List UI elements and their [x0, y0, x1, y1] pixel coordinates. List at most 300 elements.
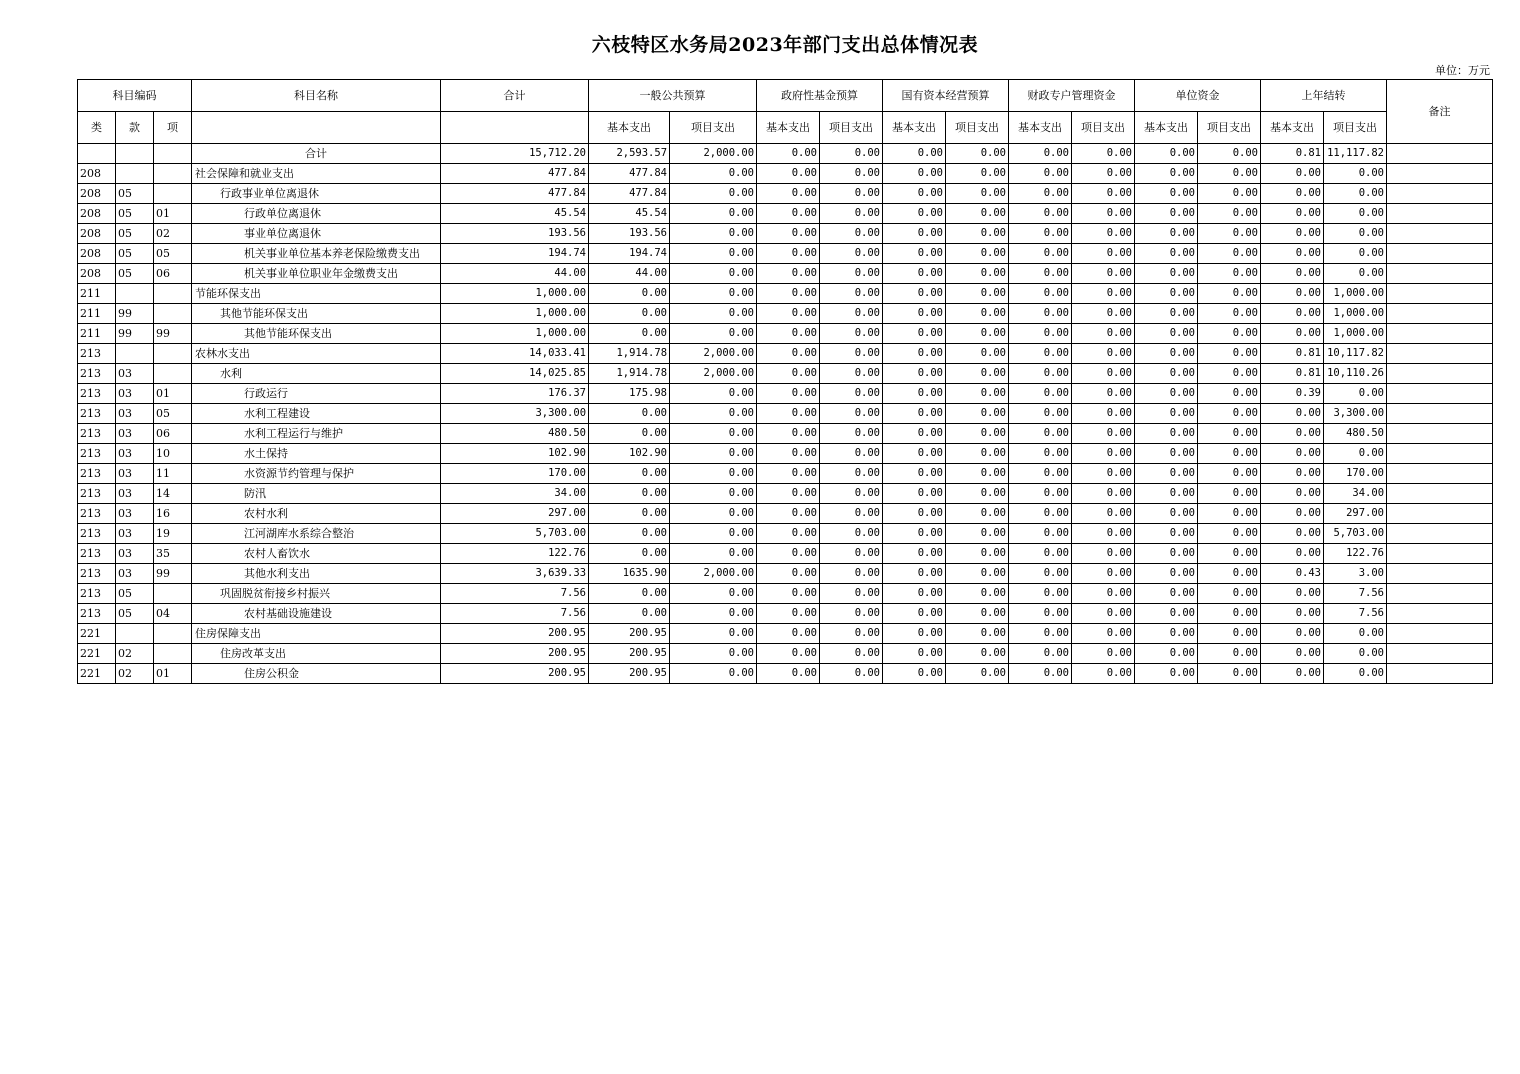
amount-cell: 0.00 — [1198, 464, 1261, 484]
header-lei: 类 — [78, 112, 116, 144]
amount-cell: 0.00 — [1261, 584, 1324, 604]
amount-cell: 0.00 — [820, 444, 883, 464]
amount-cell: 0.00 — [1261, 244, 1324, 264]
amount-cell: 0.00 — [1324, 644, 1387, 664]
code-kuan-cell: 03 — [116, 384, 154, 404]
amount-cell: 0.00 — [670, 504, 757, 524]
code-kuan-cell: 03 — [116, 424, 154, 444]
amount-cell: 0.00 — [1009, 524, 1072, 544]
code-xiang-cell: 04 — [154, 604, 192, 624]
amount-cell: 0.00 — [820, 284, 883, 304]
header-basic: 基本支出 — [1261, 112, 1324, 144]
amount-cell: 0.00 — [1009, 544, 1072, 564]
amount-cell: 0.00 — [820, 464, 883, 484]
unit-label: 单位：万元 — [1435, 64, 1490, 77]
amount-cell: 0.00 — [1072, 144, 1135, 164]
code-xiang-cell: 01 — [154, 384, 192, 404]
table-body — [78, 144, 1493, 684]
amount-cell: 0.00 — [820, 524, 883, 544]
amount-cell: 0.00 — [757, 204, 820, 224]
remark-cell — [1387, 564, 1493, 584]
amount-cell: 0.00 — [670, 544, 757, 564]
remark-cell — [1387, 604, 1493, 624]
amount-cell: 0.00 — [1072, 344, 1135, 364]
amount-cell: 0.00 — [1135, 544, 1198, 564]
amount-cell: 44.00 — [589, 264, 670, 284]
amount-cell: 0.00 — [670, 524, 757, 544]
subject-name-cell: 水资源节约管理与保护 — [192, 464, 441, 484]
amount-cell: 0.00 — [670, 464, 757, 484]
code-xiang-cell: 06 — [154, 264, 192, 284]
code-xiang-cell — [154, 364, 192, 384]
code-xiang-cell: 02 — [154, 224, 192, 244]
amount-cell: 0.00 — [1009, 264, 1072, 284]
code-lei-cell: 208 — [78, 224, 116, 244]
code-lei-cell: 213 — [78, 424, 116, 444]
code-kuan-cell: 05 — [116, 604, 154, 624]
remark-cell — [1387, 164, 1493, 184]
amount-cell: 194.74 — [589, 244, 670, 264]
amount-cell: 0.00 — [883, 564, 946, 584]
header-total: 合计 — [441, 80, 589, 112]
amount-cell: 0.00 — [757, 624, 820, 644]
header-group: 上年结转 — [1261, 80, 1387, 112]
code-kuan-cell — [116, 284, 154, 304]
code-kuan-cell: 99 — [116, 324, 154, 344]
table-row — [78, 464, 1493, 484]
table-row — [78, 404, 1493, 424]
code-lei-cell: 213 — [78, 364, 116, 384]
amount-cell: 0.00 — [1009, 644, 1072, 664]
header-kuan: 款 — [116, 112, 154, 144]
amount-cell: 0.00 — [670, 424, 757, 444]
amount-cell: 0.00 — [883, 384, 946, 404]
amount-cell: 0.00 — [757, 384, 820, 404]
code-xiang-cell — [154, 164, 192, 184]
total-cell: 480.50 — [441, 424, 589, 444]
code-kuan-cell: 03 — [116, 544, 154, 564]
amount-cell: 0.00 — [757, 644, 820, 664]
code-xiang-cell: 11 — [154, 464, 192, 484]
amount-cell: 0.00 — [589, 404, 670, 424]
amount-cell: 0.00 — [1261, 504, 1324, 524]
remark-cell — [1387, 224, 1493, 244]
amount-cell: 0.00 — [1009, 324, 1072, 344]
amount-cell: 0.00 — [670, 264, 757, 284]
subject-name-cell: 防汛 — [192, 484, 441, 504]
amount-cell: 0.81 — [1261, 344, 1324, 364]
header-project: 项目支出 — [1198, 112, 1261, 144]
amount-cell: 297.00 — [1324, 504, 1387, 524]
code-kuan-cell: 03 — [116, 504, 154, 524]
amount-cell: 0.00 — [820, 344, 883, 364]
total-cell: 200.95 — [441, 624, 589, 644]
amount-cell: 0.00 — [757, 544, 820, 564]
amount-cell: 7.56 — [1324, 604, 1387, 624]
amount-cell: 1,914.78 — [589, 344, 670, 364]
amount-cell: 0.00 — [820, 404, 883, 424]
subject-name-cell: 其他节能环保支出 — [192, 324, 441, 344]
amount-cell: 0.00 — [946, 584, 1009, 604]
amount-cell: 0.00 — [1072, 444, 1135, 464]
amount-cell: 0.00 — [1324, 224, 1387, 244]
amount-cell: 0.00 — [883, 444, 946, 464]
amount-cell: 0.00 — [1072, 564, 1135, 584]
amount-cell: 0.00 — [820, 364, 883, 384]
amount-cell: 0.00 — [1072, 424, 1135, 444]
amount-cell: 0.00 — [757, 364, 820, 384]
amount-cell: 0.00 — [1072, 244, 1135, 264]
amount-cell: 0.00 — [1135, 564, 1198, 584]
code-xiang-cell — [154, 284, 192, 304]
amount-cell: 0.00 — [1072, 364, 1135, 384]
page-title: 六枝特区水务局2023年部门支出总体情况表 — [591, 34, 979, 56]
amount-cell: 0.00 — [757, 144, 820, 164]
amount-cell: 0.00 — [820, 164, 883, 184]
amount-cell: 122.76 — [1324, 544, 1387, 564]
table-row — [78, 504, 1493, 524]
table-row — [78, 384, 1493, 404]
amount-cell: 0.00 — [1135, 224, 1198, 244]
amount-cell: 0.00 — [1072, 324, 1135, 344]
code-lei-cell: 213 — [78, 384, 116, 404]
amount-cell: 1,000.00 — [1324, 304, 1387, 324]
amount-cell: 0.00 — [883, 604, 946, 624]
amount-cell: 0.00 — [1009, 464, 1072, 484]
amount-cell: 0.00 — [1261, 544, 1324, 564]
amount-cell: 0.00 — [946, 644, 1009, 664]
amount-cell: 0.00 — [820, 484, 883, 504]
amount-cell: 0.00 — [820, 644, 883, 664]
amount-cell: 0.00 — [820, 204, 883, 224]
amount-cell: 0.00 — [1261, 224, 1324, 244]
amount-cell: 0.00 — [757, 184, 820, 204]
amount-cell: 0.00 — [1324, 444, 1387, 464]
total-cell: 3,300.00 — [441, 404, 589, 424]
amount-cell: 0.00 — [1198, 364, 1261, 384]
amount-cell: 0.00 — [946, 204, 1009, 224]
header-basic: 基本支出 — [757, 112, 820, 144]
subject-name-cell: 机关事业单位职业年金缴费支出 — [192, 264, 441, 284]
amount-cell: 0.00 — [1072, 204, 1135, 224]
amount-cell: 11,117.82 — [1324, 144, 1387, 164]
amount-cell: 0.00 — [589, 584, 670, 604]
code-lei-cell — [78, 144, 116, 164]
amount-cell: 10,117.82 — [1324, 344, 1387, 364]
amount-cell: 0.00 — [1198, 404, 1261, 424]
amount-cell: 2,593.57 — [589, 144, 670, 164]
table-row — [78, 304, 1493, 324]
amount-cell: 0.00 — [946, 464, 1009, 484]
code-lei-cell: 211 — [78, 304, 116, 324]
amount-cell: 193.56 — [589, 224, 670, 244]
amount-cell: 0.00 — [757, 484, 820, 504]
table-row — [78, 364, 1493, 384]
amount-cell: 0.00 — [1009, 144, 1072, 164]
amount-cell: 0.00 — [1324, 184, 1387, 204]
code-lei-cell: 213 — [78, 444, 116, 464]
subject-name-cell: 行政单位离退休 — [192, 204, 441, 224]
total-cell: 477.84 — [441, 164, 589, 184]
header-group: 一般公共预算 — [589, 80, 757, 112]
subject-name-cell: 农村基础设施建设 — [192, 604, 441, 624]
amount-cell: 0.00 — [589, 304, 670, 324]
amount-cell: 0.00 — [1072, 284, 1135, 304]
code-lei-cell: 208 — [78, 204, 116, 224]
amount-cell: 0.00 — [883, 584, 946, 604]
code-lei-cell: 213 — [78, 484, 116, 504]
table-row — [78, 204, 1493, 224]
amount-cell: 0.00 — [946, 384, 1009, 404]
amount-cell: 0.00 — [820, 504, 883, 524]
amount-cell: 477.84 — [589, 164, 670, 184]
amount-cell: 0.00 — [670, 184, 757, 204]
remark-cell — [1387, 484, 1493, 504]
remark-cell — [1387, 544, 1493, 564]
amount-cell: 3.00 — [1324, 564, 1387, 584]
amount-cell: 0.00 — [757, 224, 820, 244]
amount-cell: 0.00 — [1135, 204, 1198, 224]
code-kuan-cell: 03 — [116, 484, 154, 504]
amount-cell: 0.00 — [1072, 184, 1135, 204]
header-group: 财政专户管理资金 — [1009, 80, 1135, 112]
amount-cell: 0.00 — [670, 584, 757, 604]
amount-cell: 0.00 — [1009, 384, 1072, 404]
amount-cell: 0.00 — [757, 164, 820, 184]
subject-name-cell: 行政事业单位离退休 — [192, 184, 441, 204]
amount-cell: 0.00 — [1324, 164, 1387, 184]
remark-cell — [1387, 364, 1493, 384]
remark-cell — [1387, 404, 1493, 424]
header-remark: 备注 — [1387, 80, 1493, 144]
header-project: 项目支出 — [820, 112, 883, 144]
amount-cell: 0.00 — [670, 624, 757, 644]
amount-cell: 0.00 — [946, 404, 1009, 424]
header-project: 项目支出 — [1324, 112, 1387, 144]
code-lei-cell: 208 — [78, 184, 116, 204]
amount-cell: 0.00 — [820, 184, 883, 204]
total-cell: 1,000.00 — [441, 304, 589, 324]
remark-cell — [1387, 644, 1493, 664]
amount-cell: 0.00 — [946, 664, 1009, 684]
amount-cell: 0.00 — [1198, 544, 1261, 564]
remark-cell — [1387, 244, 1493, 264]
amount-cell: 0.00 — [1072, 484, 1135, 504]
code-xiang-cell — [154, 644, 192, 664]
amount-cell: 0.00 — [946, 144, 1009, 164]
amount-cell: 175.98 — [589, 384, 670, 404]
amount-cell: 0.00 — [946, 244, 1009, 264]
header-basic: 基本支出 — [1009, 112, 1072, 144]
remark-cell — [1387, 204, 1493, 224]
remark-cell — [1387, 624, 1493, 644]
amount-cell: 0.00 — [1135, 364, 1198, 384]
total-cell: 3,639.33 — [441, 564, 589, 584]
code-lei-cell: 213 — [78, 604, 116, 624]
table-row — [78, 224, 1493, 244]
subject-name-cell: 住房公积金 — [192, 664, 441, 684]
amount-cell: 0.00 — [946, 164, 1009, 184]
amount-cell: 0.00 — [883, 404, 946, 424]
amount-cell: 0.00 — [1135, 664, 1198, 684]
amount-cell: 0.00 — [1135, 244, 1198, 264]
subject-name-cell: 节能环保支出 — [192, 284, 441, 304]
amount-cell: 2,000.00 — [670, 364, 757, 384]
amount-cell: 0.00 — [1198, 244, 1261, 264]
subject-name-cell: 水土保持 — [192, 444, 441, 464]
code-xiang-cell: 05 — [154, 244, 192, 264]
subject-name-cell: 行政运行 — [192, 384, 441, 404]
amount-cell: 0.00 — [1261, 484, 1324, 504]
amount-cell: 0.00 — [1324, 624, 1387, 644]
remark-cell — [1387, 504, 1493, 524]
table-row — [78, 164, 1493, 184]
amount-cell: 0.00 — [1261, 184, 1324, 204]
code-xiang-cell: 10 — [154, 444, 192, 464]
code-kuan-cell: 02 — [116, 644, 154, 664]
code-kuan-cell: 05 — [116, 184, 154, 204]
code-kuan-cell: 05 — [116, 204, 154, 224]
amount-cell: 0.00 — [883, 644, 946, 664]
amount-cell: 0.00 — [946, 564, 1009, 584]
code-xiang-cell — [154, 344, 192, 364]
remark-cell — [1387, 664, 1493, 684]
amount-cell: 0.00 — [1009, 224, 1072, 244]
header-row-2 — [78, 112, 1493, 144]
total-cell: 34.00 — [441, 484, 589, 504]
amount-cell: 0.00 — [1198, 444, 1261, 464]
amount-cell: 0.00 — [883, 524, 946, 544]
amount-cell: 0.81 — [1261, 144, 1324, 164]
code-kuan-cell: 05 — [116, 224, 154, 244]
amount-cell: 0.00 — [820, 144, 883, 164]
code-lei-cell: 213 — [78, 504, 116, 524]
amount-cell: 0.00 — [757, 504, 820, 524]
code-kuan-cell: 03 — [116, 564, 154, 584]
amount-cell: 200.95 — [589, 644, 670, 664]
total-cell: 176.37 — [441, 384, 589, 404]
amount-cell: 0.00 — [1009, 164, 1072, 184]
amount-cell: 0.00 — [1198, 224, 1261, 244]
header-name-blank — [192, 112, 441, 144]
code-lei-cell: 221 — [78, 664, 116, 684]
total-cell: 193.56 — [441, 224, 589, 244]
code-kuan-cell — [116, 164, 154, 184]
amount-cell: 0.00 — [757, 304, 820, 324]
amount-cell: 0.00 — [1198, 644, 1261, 664]
amount-cell: 0.00 — [820, 624, 883, 644]
amount-cell: 0.00 — [1135, 524, 1198, 544]
amount-cell: 0.00 — [589, 604, 670, 624]
amount-cell: 0.00 — [946, 364, 1009, 384]
amount-cell: 0.00 — [946, 604, 1009, 624]
expenditure-table — [77, 79, 1493, 684]
remark-cell — [1387, 264, 1493, 284]
amount-cell: 0.00 — [1135, 584, 1198, 604]
amount-cell: 0.00 — [883, 284, 946, 304]
total-cell: 45.54 — [441, 204, 589, 224]
subject-name-cell: 住房改革支出 — [192, 644, 441, 664]
table-row — [78, 144, 1493, 164]
amount-cell: 0.00 — [1261, 604, 1324, 624]
amount-cell: 0.00 — [883, 304, 946, 324]
amount-cell: 0.00 — [589, 324, 670, 344]
amount-cell: 0.00 — [820, 564, 883, 584]
header-code-group: 科目编码 — [78, 80, 192, 112]
amount-cell: 0.00 — [1135, 644, 1198, 664]
amount-cell: 45.54 — [589, 204, 670, 224]
amount-cell: 0.00 — [757, 584, 820, 604]
amount-cell: 0.00 — [1135, 304, 1198, 324]
amount-cell: 0.00 — [1198, 564, 1261, 584]
remark-cell — [1387, 584, 1493, 604]
amount-cell: 0.00 — [946, 424, 1009, 444]
amount-cell: 0.00 — [670, 404, 757, 424]
amount-cell: 0.00 — [1072, 544, 1135, 564]
subject-name-cell: 巩固脱贫衔接乡村振兴 — [192, 584, 441, 604]
remark-cell — [1387, 304, 1493, 324]
amount-cell: 0.00 — [1261, 204, 1324, 224]
amount-cell: 0.00 — [1198, 484, 1261, 504]
code-kuan-cell — [116, 344, 154, 364]
amount-cell: 0.00 — [1261, 424, 1324, 444]
amount-cell: 0.00 — [820, 424, 883, 444]
amount-cell: 0.00 — [883, 464, 946, 484]
subject-name-cell: 其他节能环保支出 — [192, 304, 441, 324]
amount-cell: 0.00 — [883, 504, 946, 524]
header-project: 项目支出 — [670, 112, 757, 144]
amount-cell: 0.00 — [1198, 384, 1261, 404]
amount-cell: 0.00 — [589, 424, 670, 444]
amount-cell: 0.00 — [883, 364, 946, 384]
remark-cell — [1387, 284, 1493, 304]
code-lei-cell: 221 — [78, 644, 116, 664]
code-xiang-cell — [154, 624, 192, 644]
table-row — [78, 264, 1493, 284]
amount-cell: 0.00 — [883, 264, 946, 284]
amount-cell: 0.00 — [757, 444, 820, 464]
amount-cell: 0.00 — [820, 264, 883, 284]
code-lei-cell: 213 — [78, 524, 116, 544]
total-cell: 44.00 — [441, 264, 589, 284]
amount-cell: 0.00 — [670, 444, 757, 464]
table-row — [78, 344, 1493, 364]
amount-cell: 0.00 — [1009, 204, 1072, 224]
header-name: 科目名称 — [192, 80, 441, 112]
amount-cell: 0.00 — [1261, 304, 1324, 324]
table-row — [78, 604, 1493, 624]
amount-cell: 0.00 — [1072, 664, 1135, 684]
remark-cell — [1387, 524, 1493, 544]
amount-cell: 0.00 — [670, 664, 757, 684]
amount-cell: 0.00 — [1324, 664, 1387, 684]
amount-cell: 0.00 — [820, 544, 883, 564]
header-basic: 基本支出 — [883, 112, 946, 144]
amount-cell: 0.00 — [1261, 324, 1324, 344]
total-cell: 297.00 — [441, 504, 589, 524]
remark-cell — [1387, 144, 1493, 164]
amount-cell: 0.00 — [946, 544, 1009, 564]
code-kuan-cell: 02 — [116, 664, 154, 684]
remark-cell — [1387, 464, 1493, 484]
amount-cell: 0.00 — [1009, 664, 1072, 684]
amount-cell: 0.00 — [1135, 264, 1198, 284]
amount-cell: 0.81 — [1261, 364, 1324, 384]
table-row — [78, 244, 1493, 264]
total-cell: 1,000.00 — [441, 324, 589, 344]
amount-cell: 0.00 — [589, 504, 670, 524]
header-project: 项目支出 — [946, 112, 1009, 144]
